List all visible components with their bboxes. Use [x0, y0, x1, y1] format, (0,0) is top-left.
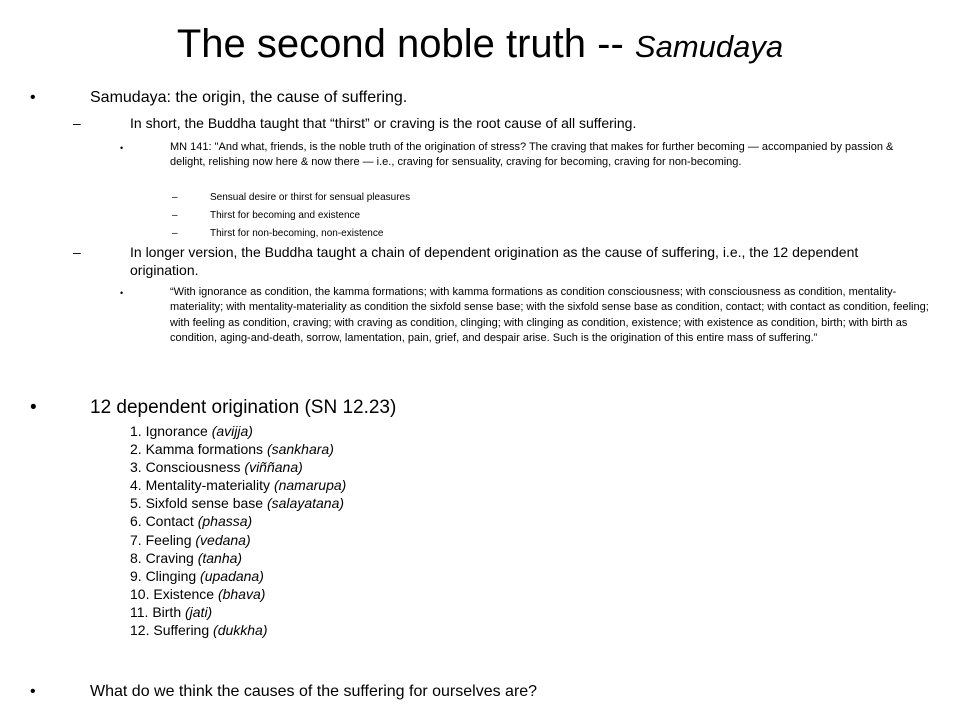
- list-item: 9. Clinging (upadana): [130, 567, 264, 584]
- heading-12-origination: 12 dependent origination (SN 12.23): [90, 397, 397, 418]
- dash-marker: –: [172, 192, 178, 203]
- title-main: The second noble truth --: [176, 22, 635, 66]
- dash-marker: –: [172, 210, 178, 221]
- list-item: 12. Suffering (dukkha): [130, 622, 268, 639]
- sub-bullet-longer-text: In longer version, the Buddha taught a chain of dependent origination as the cause of suffering, i.e., the 12 dependent origination.: [130, 244, 859, 278]
- bullet-marker: •: [120, 288, 124, 298]
- thirst-text: Sensual desire or thirst for sensual pleasures: [210, 192, 411, 203]
- list-item: 2. Kamma formations (sankhara): [130, 441, 334, 458]
- list-item: 3. Consciousness (viññana): [130, 459, 303, 476]
- list-item: 8. Craving (tanha): [130, 549, 243, 566]
- slide-title: [0, 20, 960, 71]
- bullet-samudaya-text: Samudaya: the origin, the cause of suffering.: [90, 89, 408, 106]
- title-subtitle: Samudaya: [634, 29, 784, 64]
- bullet-question-text: What do we think the causes of the suffering for ourselves are?: [90, 683, 538, 700]
- sub-bullet-craving-text: In short, the Buddha taught that “thirst” or craving is the root cause of all suffering.: [130, 115, 637, 131]
- dash-marker: –: [73, 244, 81, 260]
- list-item: 7. Feeling (vedana): [130, 531, 251, 548]
- dash-marker: –: [73, 115, 81, 131]
- dash-marker: –: [172, 228, 178, 239]
- quote-chain: “With ignorance as condition, the kamma formations; with kamma formations as condition consciousness; with consciousness as condition, mentality-materiality; with mentality-materiality as condition the sixfold sense base; with the sixfold sense base as condition, contact; with contact as condition, feeling; with feeling as condition, craving; with craving as condition, clinging; with clinging as condition, existence; with existence as condition, birth; with birth as condition, aging-and-death, sorrow, lamentation, pain, grief, and despair arise. Such is the origination of this entire mass of suffering.”: [170, 286, 929, 344]
- bullet-marker: •: [30, 89, 36, 106]
- bullet-marker: •: [120, 143, 124, 153]
- list-item: 6. Contact (phassa): [130, 513, 253, 530]
- list-item: 10. Existence (bhava): [130, 585, 266, 602]
- bullet-marker: •: [30, 397, 37, 418]
- quote-mn141: MN 141: "And what, friends, is the noble truth of the origination of stress? The craving that makes for further becoming — accompanied by passion & delight, relishing now here & now there — i.e., craving for sensuality, craving for becoming, craving for non-becoming.: [170, 141, 894, 168]
- list-item: 11. Birth (jati): [130, 603, 213, 620]
- bullet-marker: •: [30, 683, 36, 700]
- list-item: 4. Mentality-materiality (namarupa): [130, 477, 347, 494]
- thirst-text: Thirst for non-becoming, non-existence: [210, 228, 384, 239]
- list-item: 1. Ignorance (avijja): [130, 423, 253, 439]
- list-item: 5. Sixfold sense base (salayatana): [130, 495, 345, 512]
- origination-list: [130, 422, 346, 639]
- thirst-text: Thirst for becoming and existence: [210, 210, 361, 221]
